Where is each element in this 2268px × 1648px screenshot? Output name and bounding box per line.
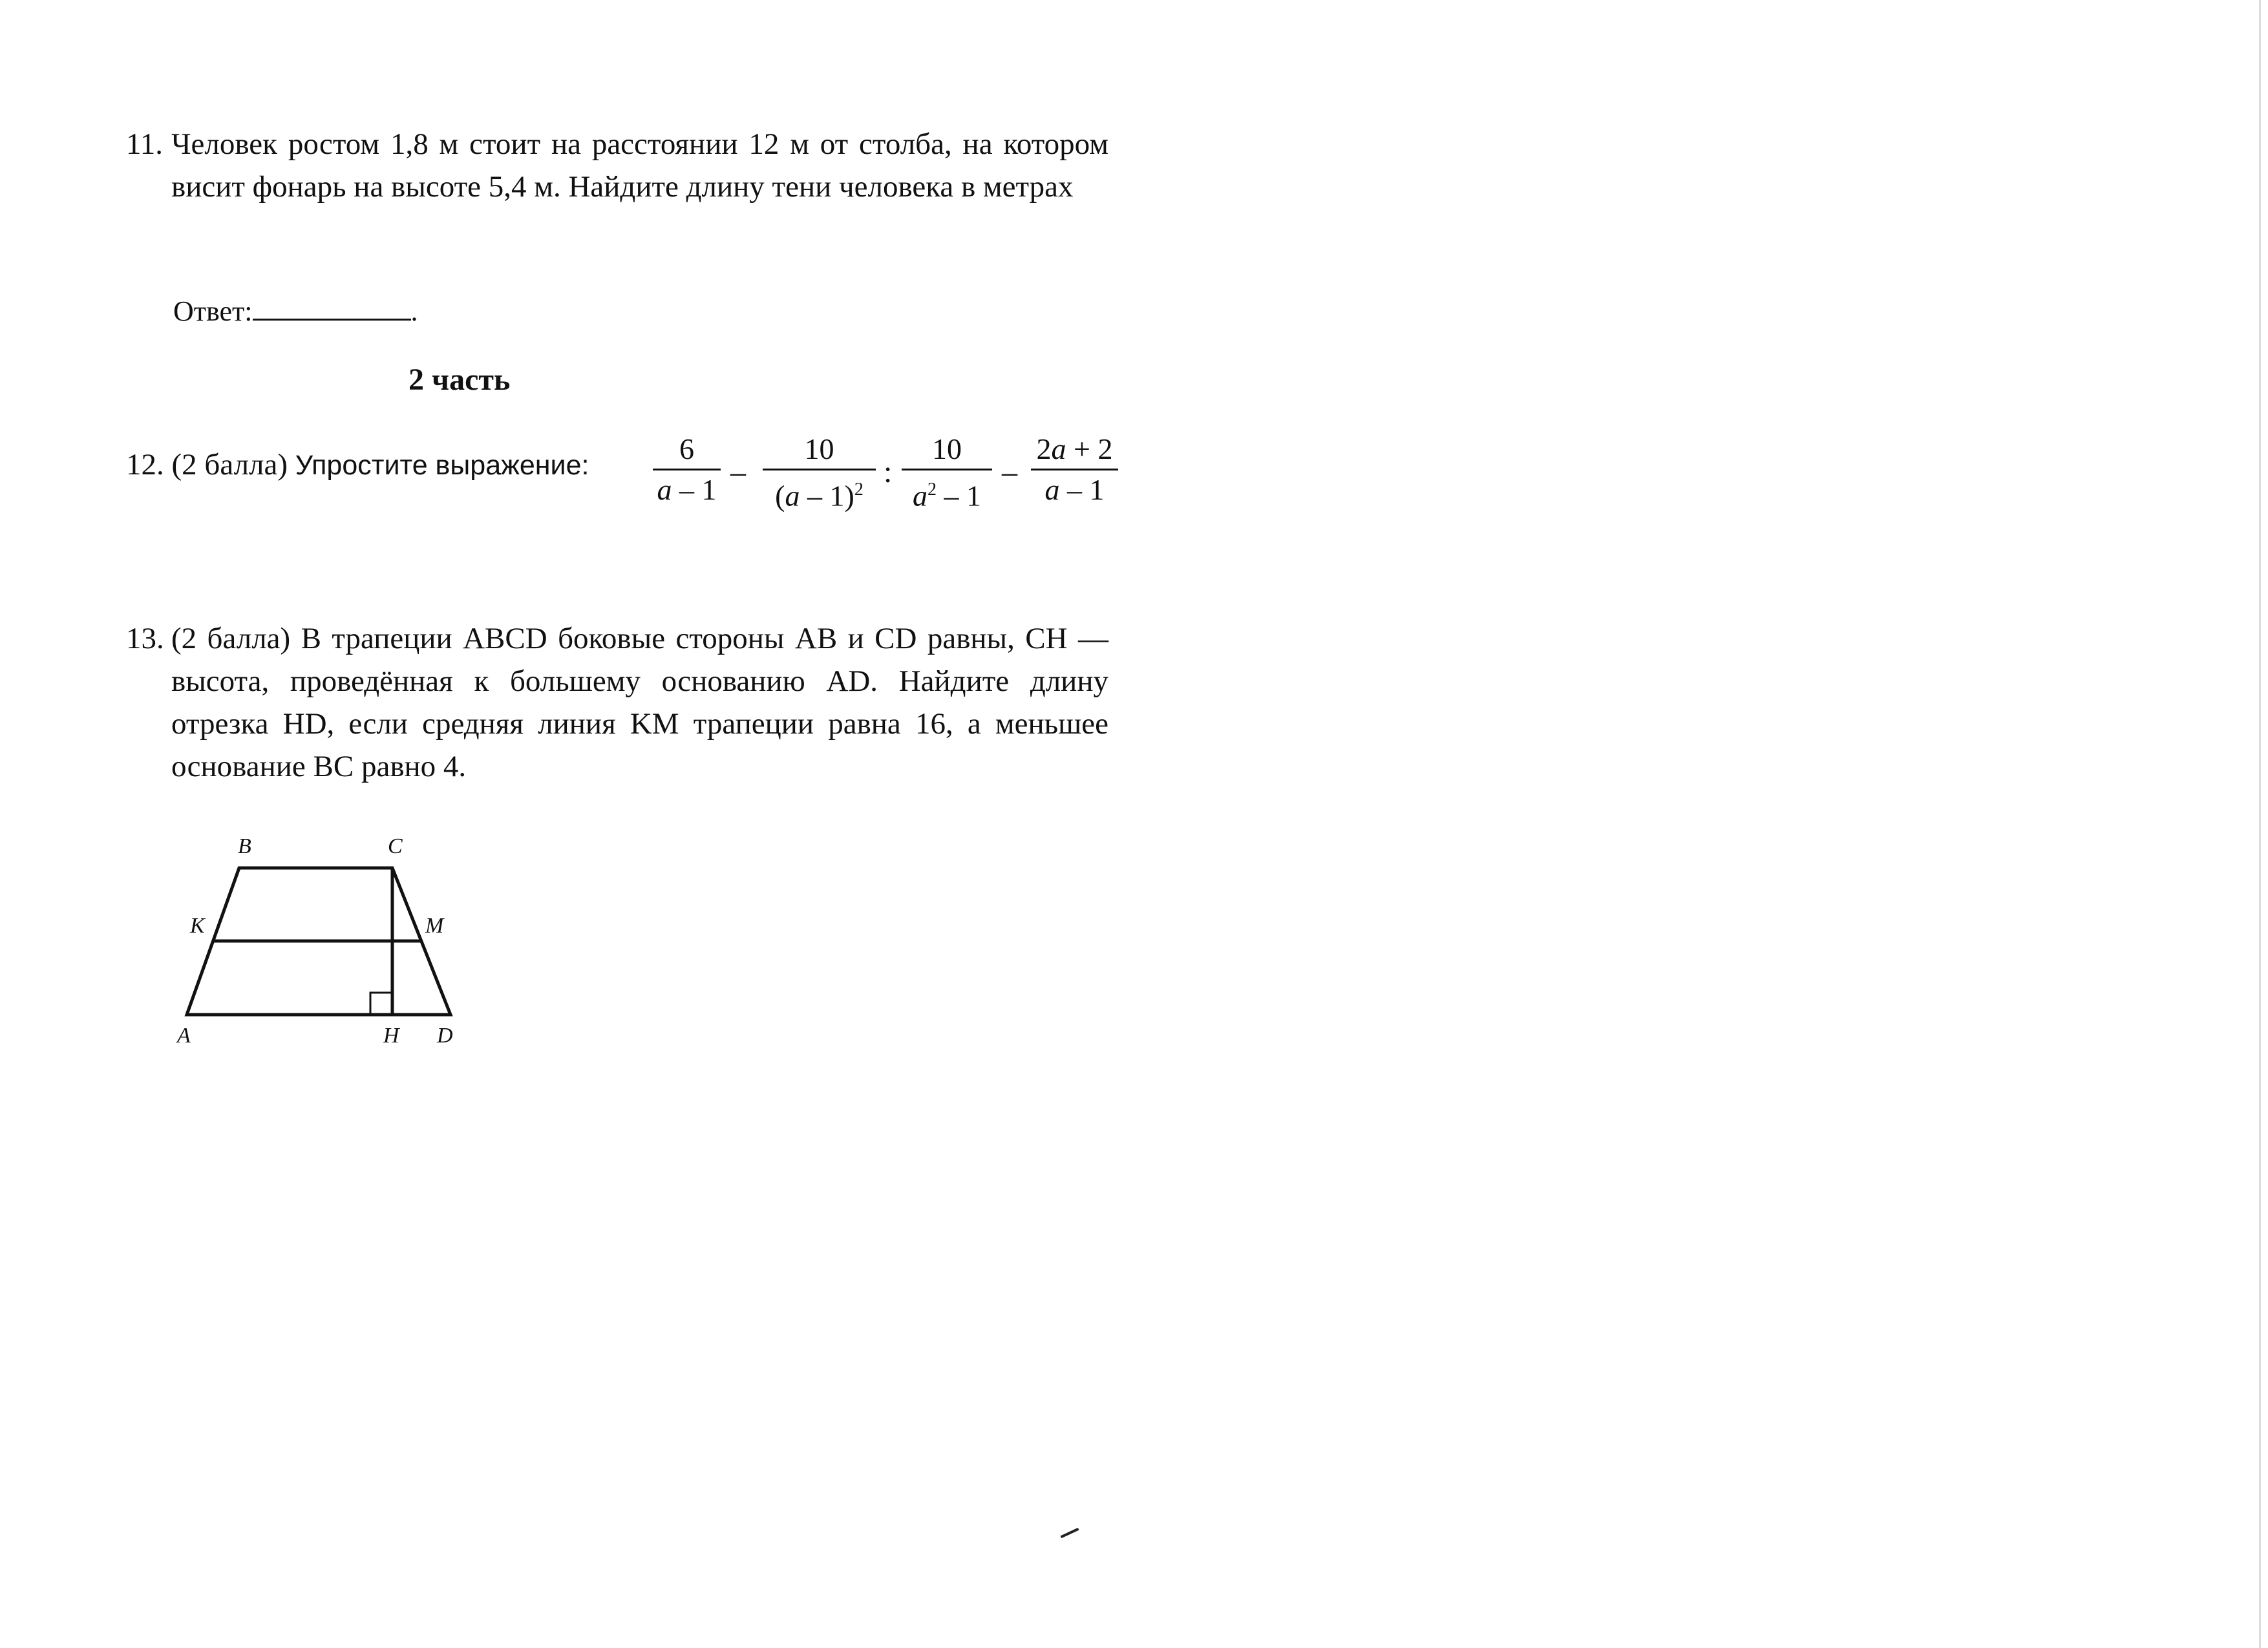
answer-field	[173, 294, 418, 328]
answer-blank-line	[253, 294, 411, 321]
problem-11	[126, 123, 1108, 208]
problem-13	[126, 617, 1108, 788]
minus-operator-2: –	[1002, 455, 1017, 489]
scan-edge	[2259, 0, 2261, 1648]
fraction-1-denominator: a – 1	[653, 469, 721, 509]
problem-13-number: 13.	[126, 622, 164, 655]
problem-12-number: 12.	[126, 448, 164, 481]
label-b: B	[238, 834, 251, 858]
fraction-2-numerator: 10	[804, 432, 834, 465]
fraction-3	[902, 430, 992, 512]
fraction-4	[1031, 430, 1118, 509]
fraction-3-denominator: $a^2 - 1$	[902, 469, 992, 509]
problem-13-text: (2 балла) В трапеции ABCD боковые стороны AB и CD равны, CH — высота, проведённая к большему основанию AD. Найдите длину отрезка HD, если средняя линия KM трапеции равна 16, а меньшее основание BC равно 4.	[171, 622, 1108, 783]
minus-operator-1: –	[730, 455, 746, 489]
fraction-1-numerator: 6	[679, 432, 694, 465]
label-m: M	[425, 914, 444, 938]
label-c: C	[388, 834, 403, 858]
fraction-4-numerator: 2a + 2	[1036, 432, 1113, 465]
scan-mark	[1061, 1528, 1079, 1538]
label-a: A	[177, 1024, 191, 1048]
part-2-heading: 2 часть	[408, 363, 511, 397]
label-k: K	[190, 914, 205, 938]
label-h: H	[383, 1024, 399, 1048]
problem-12	[126, 447, 589, 482]
trapezoid-figure	[175, 827, 485, 1060]
answer-label: Ответ:	[173, 295, 253, 327]
fraction-2	[763, 430, 876, 512]
problem-11-text: Человек ростом 1,8 м стоит на расстоянии 12 м от столба, на котором висит фонарь на высоте 5,4 м. Найдите длину тени человека в метрах	[171, 127, 1108, 204]
problem-12-points: (2 балла)	[171, 448, 288, 481]
fraction-3-numerator: 10	[932, 432, 962, 465]
label-d: D	[437, 1024, 453, 1048]
fraction-4-denominator: a – 1	[1031, 469, 1118, 509]
problem-11-number: 11.	[126, 127, 164, 161]
problem-12-prompt: Упростите выражение:	[295, 450, 589, 481]
fraction-1	[653, 430, 721, 509]
answer-suffix: .	[410, 295, 418, 327]
divide-operator: :	[884, 455, 893, 489]
fraction-2-denominator: (a – 1)$^2$	[763, 469, 876, 509]
right-angle-mark	[370, 993, 392, 1015]
